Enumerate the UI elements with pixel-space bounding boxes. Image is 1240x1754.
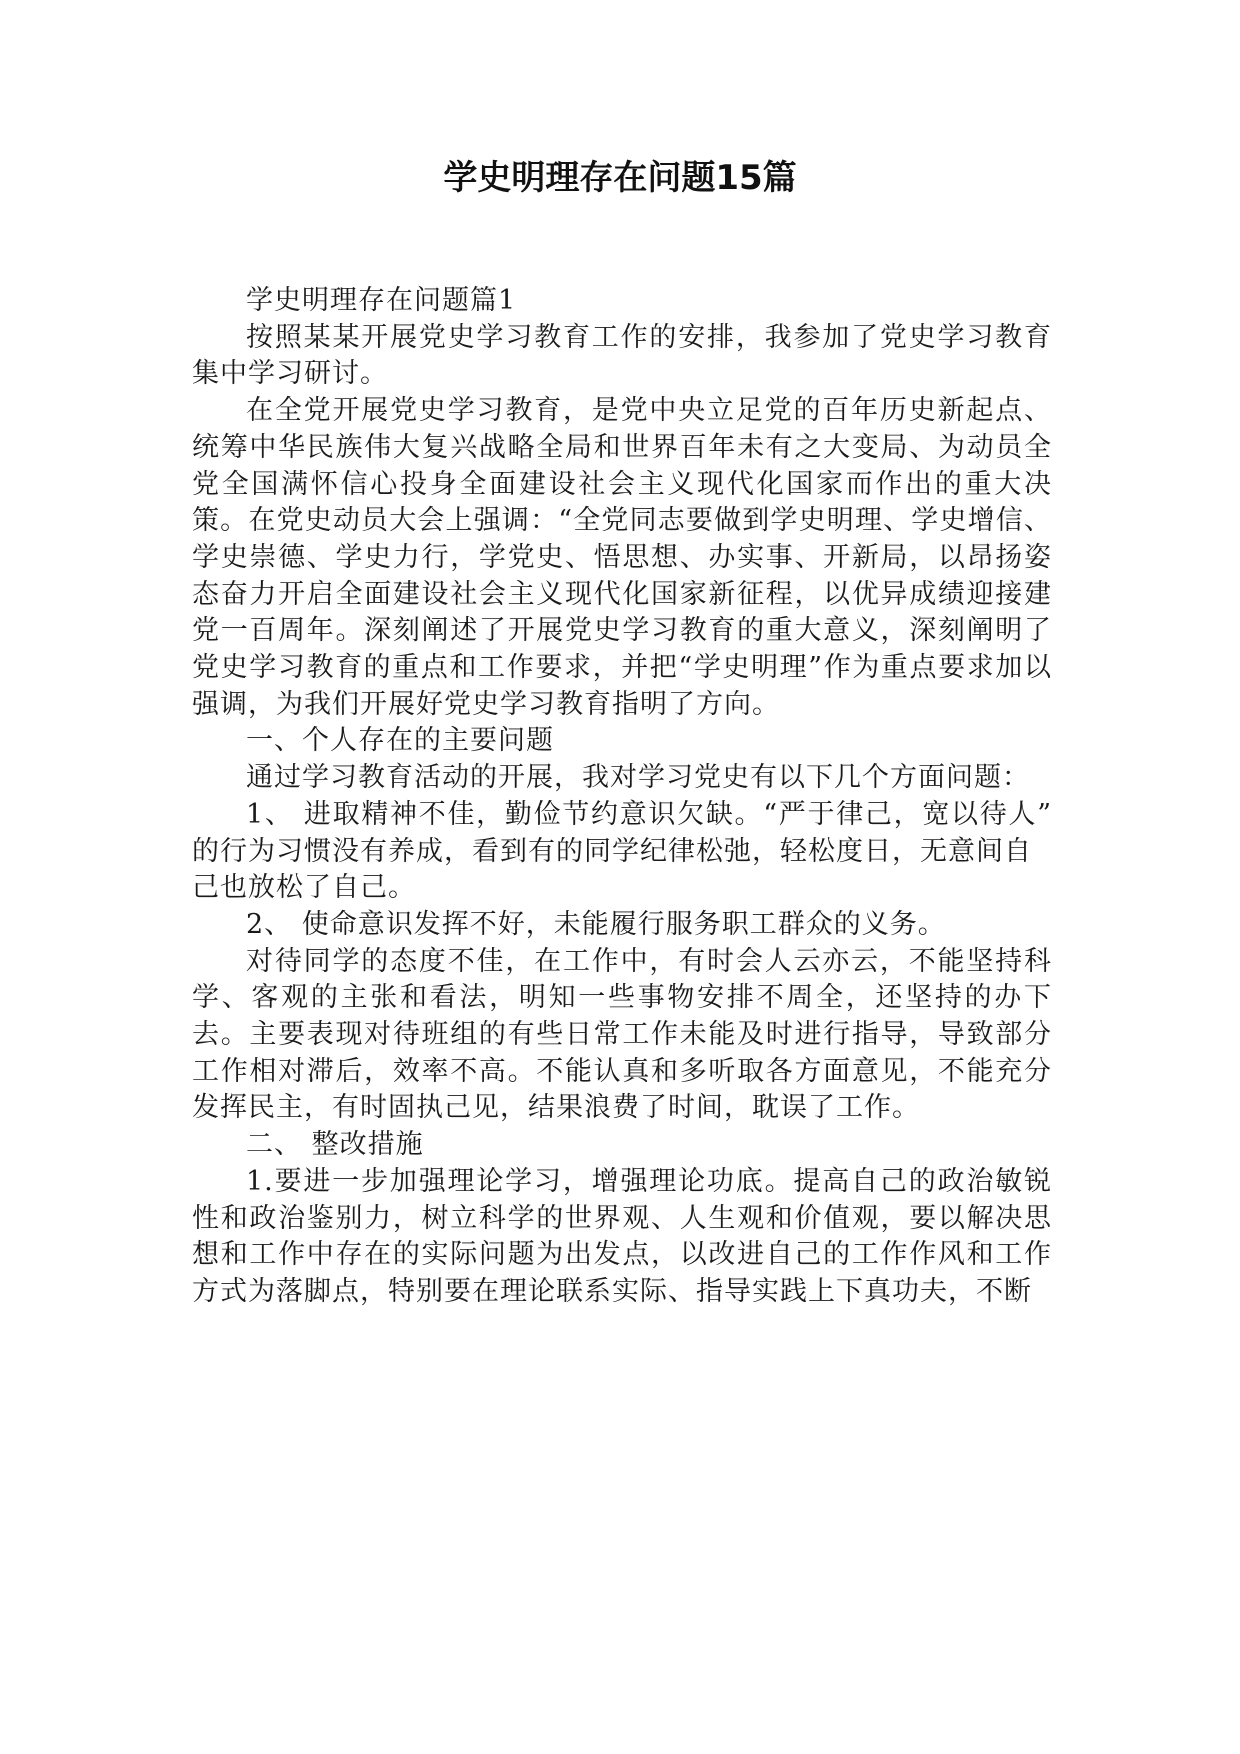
document-title: 学史明理存在问题15篇 xyxy=(443,158,797,198)
document-body xyxy=(192,283,1052,1311)
problem-item-1: 1、 进取精神不佳，勤俭节约意识欠缺。“严于律己，宽以待人” 的行为习惯没有养成，看到有的同学纪律松弛，轻松度日，无意间自 xyxy=(192,798,1052,867)
problem-item-1-continued: 己也放松了自己。 xyxy=(192,872,416,904)
heading-rectification: 二、 整改措施 xyxy=(246,1129,424,1161)
paragraph-problems-intro: 通过学习教育活动的开展，我对学习党史有以下几个方面问题： xyxy=(246,762,1030,794)
measure-item-1: 1.要进一步加强理论学习，增强理论功底。提高自己的政治敏锐性和政治鉴别力，树立科学的世界观、人生观和价值观，要以解决思想和工作中存在的实际问题为出发点，以改进自己的工作作风和工作方式为落脚点，特别要在理论联系实际、指导实践上下真功夫，不断 xyxy=(192,1165,1052,1307)
problem-item-2: 2、 使命意识发挥不好，未能履行服务职工群众的义务。 xyxy=(246,908,946,940)
paragraph-problem-details: 对待同学的态度不佳，在工作中，有时会人云亦云，不能坚持科学、客观的主张和看法，明知一些事物安排不周全，还坚持的办下去。主要表现对待班组的有些日常工作未能及时进行指导，导致部分工作相对滞后，效率不高。不能认真和多听取各方面意见，不能充分发挥民主，有时固执己见，结果浪费了时间，耽误了工作。 xyxy=(192,945,1052,1124)
section-heading-1: 学史明理存在问题篇1 xyxy=(246,285,517,316)
paragraph-significance: 在全党开展党史学习教育，是党中央立足党的百年历史新起点、统筹中华民族伟大复兴战略全局和世界百年未有之大变局、为动员全党全国满怀信心投身全面建设社会主义现代化国家而作出的重大决策。在党史动员大会上强调：“全党同志要做到学史明理、学史增信、学史崇德、学史力行，学党史、悟思想、办实事、开新局，以昂扬姿态奋力开启全面建设社会主义现代化国家新征程，以优异成绩迎接建党一百周年。深刻阐述了开展党史学习教育的重大意义，深刻阐明了党史学习教育的重点和工作要求，并把“学史明理”作为重点要求加以强调，为我们开展好党史学习教育指明了方向。 xyxy=(192,395,1052,720)
heading-personal-problems: 一、个人存在的主要问题 xyxy=(246,725,554,757)
paragraph-intro: 按照某某开展党史学习教育工作的安排，我参加了党史学习教育集中学习研讨。 xyxy=(192,321,1052,390)
